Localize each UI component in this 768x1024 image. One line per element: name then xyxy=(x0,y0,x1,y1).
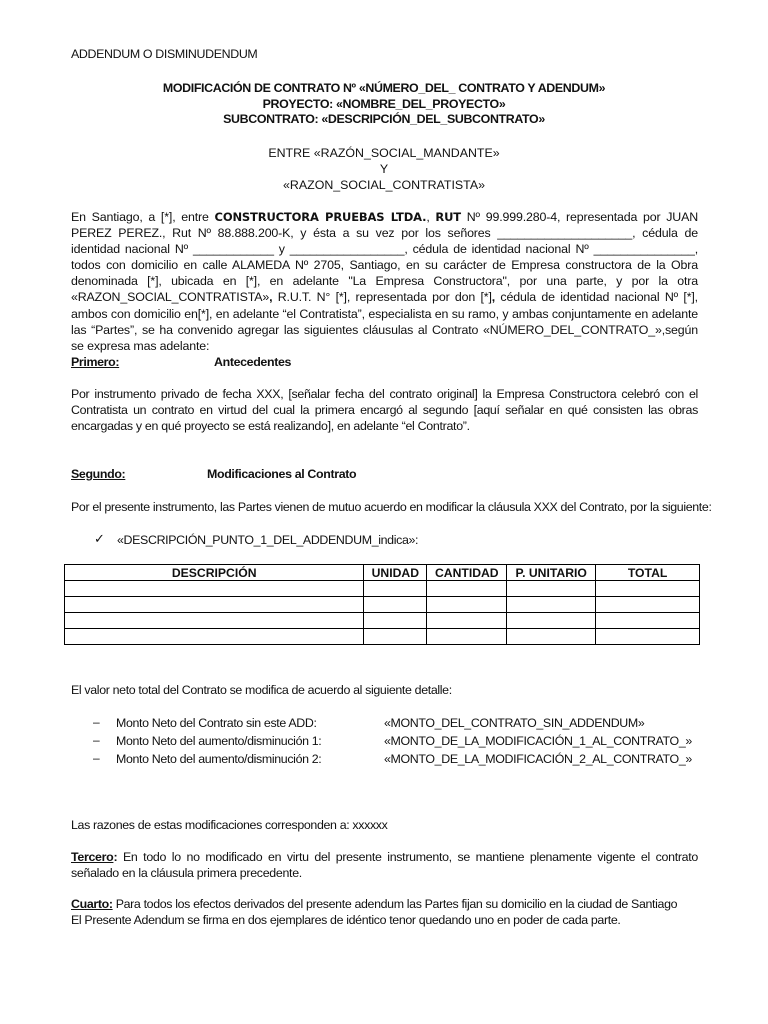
amounts-intro: El valor neto total del Contrato se modifica de acuerdo al siguiente detalle: xyxy=(71,683,452,697)
table-header-row xyxy=(65,565,700,581)
signature-note: El Presente Adendum se firma en dos ejemplares de idéntico tenor quedando uno en poder de cada parte. xyxy=(71,913,621,927)
table-cell xyxy=(427,597,507,613)
table-row xyxy=(65,597,700,613)
col-p-unitario: P. UNITARIO xyxy=(507,565,596,581)
table-cell xyxy=(364,581,427,597)
title-project: PROYECTO: «NOMBRE_DEL_PROYECTO» xyxy=(262,97,506,111)
section-primero-title: Antecedentes xyxy=(214,355,292,369)
table-cell xyxy=(364,629,427,645)
table-cell xyxy=(65,597,364,613)
table-cell xyxy=(364,613,427,629)
amount-label: Monto Neto del aumento/disminución 1: xyxy=(116,734,322,748)
bullet-description: «DESCRIPCIÓN_PUNTO_1_DEL_ADDENDUM_indica»: xyxy=(117,533,419,547)
amount-value: «MONTO_DEL_CONTRATO_SIN_ADDENDUM» xyxy=(384,716,645,730)
section-segundo-title: Modificaciones al Contrato xyxy=(207,467,357,481)
table-row xyxy=(65,613,700,629)
table-cell xyxy=(65,581,364,597)
amount-value: «MONTO_DE_LA_MODIFICACIÓN_2_AL_CONTRATO_» xyxy=(384,752,692,766)
col-total: TOTAL xyxy=(596,565,700,581)
cuarto-paragraph xyxy=(71,896,677,912)
intro-text-a: En Santiago, a [*], entre xyxy=(71,210,215,224)
table-row xyxy=(65,629,700,645)
parties-connector: Y xyxy=(379,162,389,176)
reasons-text: Las razones de estas modificaciones corresponden a: xxxxxx xyxy=(71,818,388,832)
title-contract: MODIFICACIÓN DE CONTRATO Nº «NÚMERO_DEL_ CONTRATO Y ADENDUM» xyxy=(162,81,606,95)
company-name: CONSTRUCTORA PRUEBAS LTDA. xyxy=(214,210,427,224)
section-primero-label: Primero: xyxy=(71,355,120,369)
table-cell xyxy=(507,629,596,645)
section-tercero-label: Tercero xyxy=(71,850,114,864)
intro-comma-2: , xyxy=(491,290,496,305)
section-segundo-label: Segundo: xyxy=(71,467,126,481)
intro-comma-1: , xyxy=(269,290,273,305)
document-type: ADDENDUM O DISMINUDENDUM xyxy=(71,47,258,61)
table-cell xyxy=(596,581,700,597)
table-cell xyxy=(65,613,364,629)
table-cell xyxy=(596,597,700,613)
table-cell xyxy=(427,613,507,629)
segundo-paragraph: Por el presente instrumento, las Partes vienen de mutuo acuerdo en modificar la cláusula XXX del Contrato, por la siguiente: xyxy=(71,500,712,514)
primero-paragraph: Por instrumento privado de fecha XXX, [señalar fecha del contrato original] la Empresa Constructora celebró con el Contratista un contrato en virtud del cual la primera encargó al segundo [aquí señalar en qué consisten las obras encargadas y en qué proyecto se está realizando], en adelante “el Contrato”. xyxy=(71,387,698,434)
tercero-paragraph xyxy=(71,849,698,881)
col-unidad: UNIDAD xyxy=(364,565,427,581)
table-cell xyxy=(507,613,596,629)
items-table xyxy=(64,564,700,645)
col-cantidad: CANTIDAD xyxy=(427,565,507,581)
dash-bullet: – xyxy=(93,751,100,765)
dash-bullet: – xyxy=(93,715,100,729)
col-descripcion: DESCRIPCIÓN xyxy=(65,565,364,581)
intro-text-d: R.U.T. N° [*], representada por don [*] xyxy=(272,290,492,305)
intro-paragraph xyxy=(71,209,698,354)
cuarto-text: Para todos los efectos derivados del presente adendum las Partes fijan su domicilio en la ciudad de Santiago xyxy=(112,897,678,911)
table-cell xyxy=(364,597,427,613)
table-cell xyxy=(65,629,364,645)
tercero-colon: : xyxy=(113,850,118,864)
dash-bullet: – xyxy=(93,733,100,747)
table-cell xyxy=(427,629,507,645)
intro-text-e: cédula de identidad nacional Nº [*], ambos con domicilio en[*], en adelante “el Contratista”, especialista en su ramo, y ambas conjuntamente en adelante las “Partes”, se ha convenido agregar las siguientes cláusulas al Contrato «NÚMERO_DEL_CONTRATO_»,según se expresa mas adelante: xyxy=(71,290,698,353)
checkmark-icon: ✓ xyxy=(94,531,105,546)
table-cell xyxy=(427,581,507,597)
table-cell xyxy=(596,629,700,645)
table-cell xyxy=(596,613,700,629)
table-cell xyxy=(507,597,596,613)
tercero-text: En todo lo no modificado en virtu del presente instrumento, se mantiene plenamente vigente el contrato señalado en la cláusula primera precedente. xyxy=(71,850,698,881)
amount-label: Monto Neto del Contrato sin este ADD: xyxy=(116,716,317,730)
parties-contratista: «RAZON_SOCIAL_CONTRATISTA» xyxy=(283,178,485,192)
amount-value: «MONTO_DE_LA_MODIFICACIÓN_1_AL_CONTRATO_» xyxy=(384,734,692,748)
parties-mandante: ENTRE «RAZÓN_SOCIAL_MANDANTE» xyxy=(268,146,500,160)
table-row xyxy=(65,581,700,597)
intro-text-c: Nº 99.999.280-4, representada por JUAN PEREZ PEREZ., Rut Nº 88.888.200-K, y ésta a su vez por los señores ____________________, cédula de identidad nacional Nº ____________ y _________________, cédula de identidad nacional Nº _______________, todos con domicilio en calle ALAMEDA Nº 2705, Santiago, en su carácter de Empresa constructora de la Obra denominada [*], ubicada en [*], en adelante "La Empresa Constructora", por una parte, y por la otra «RAZON_SOCIAL_CONTRATISTA» xyxy=(71,210,698,305)
section-cuarto-label: Cuarto: xyxy=(71,897,113,911)
rut-label: RUT xyxy=(435,210,461,224)
intro-text-b: , xyxy=(426,210,436,224)
title-subcontract: SUBCONTRATO: «DESCRIPCIÓN_DEL_SUBCONTRATO» xyxy=(223,112,545,126)
amount-label: Monto Neto del aumento/disminución 2: xyxy=(116,752,322,766)
table-cell xyxy=(507,581,596,597)
